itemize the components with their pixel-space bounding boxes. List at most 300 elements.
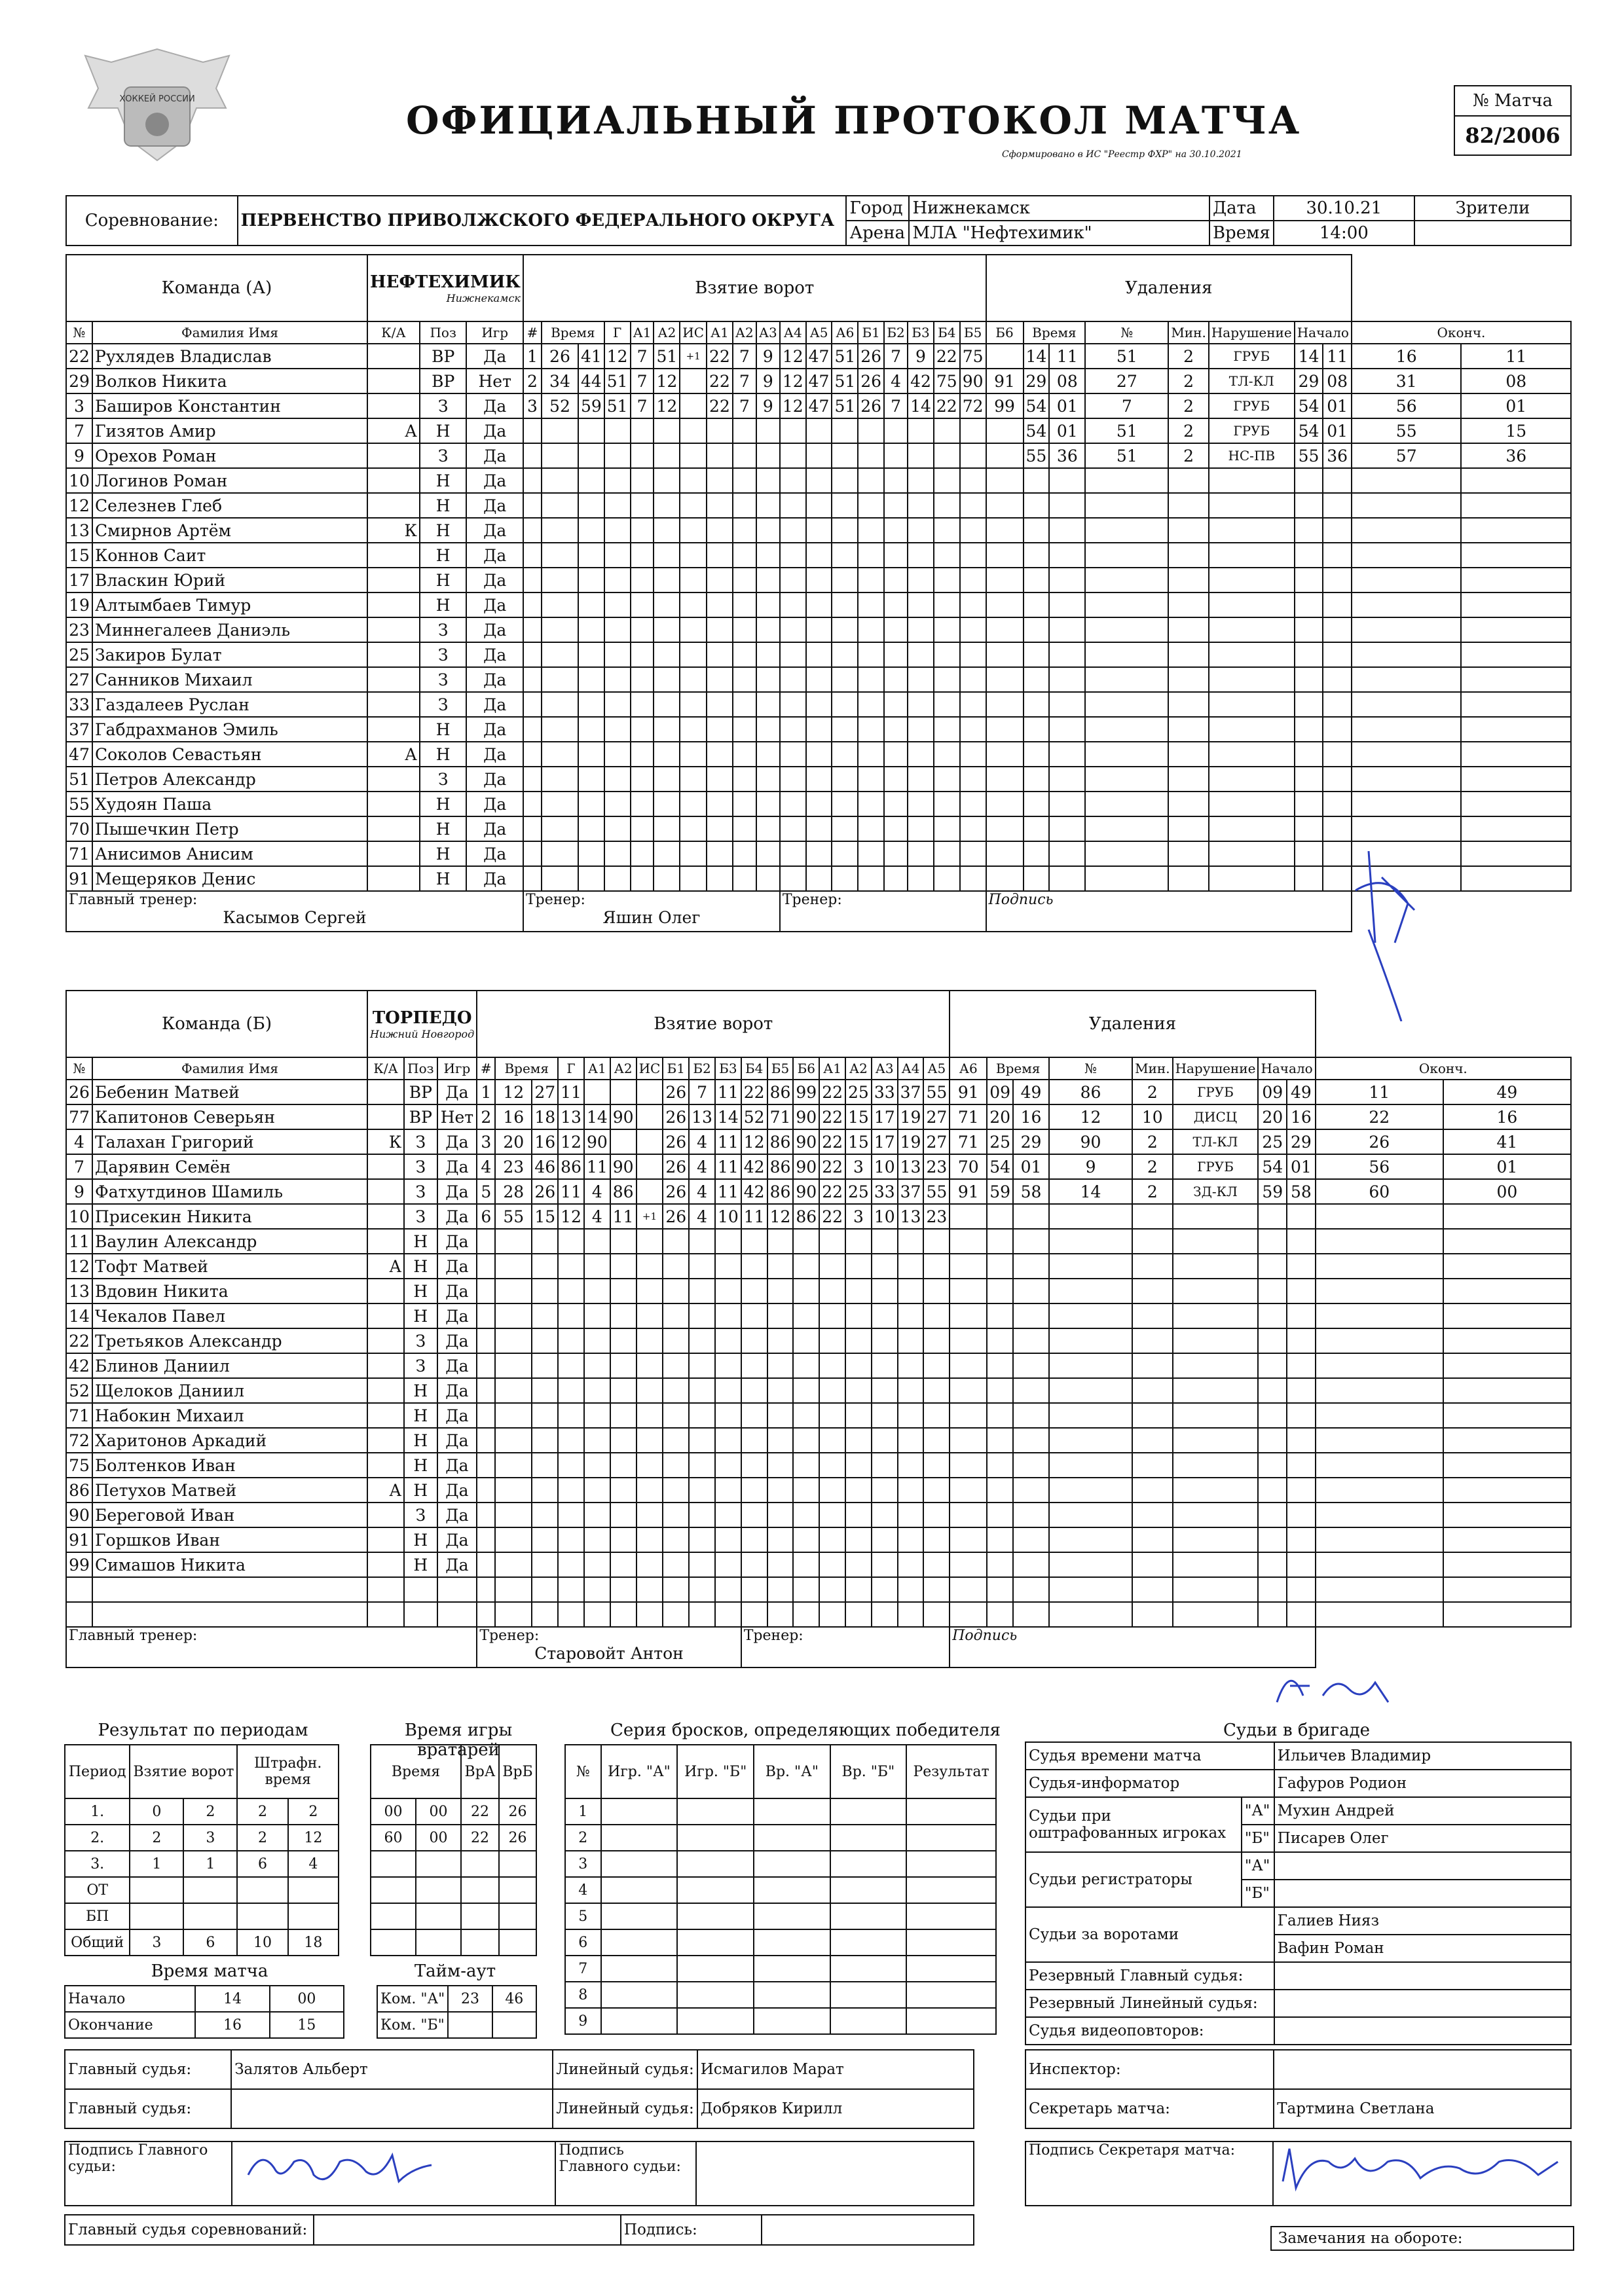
goal-cell: 26 xyxy=(663,1179,689,1204)
penalty-cell xyxy=(1209,816,1295,841)
goal-cell xyxy=(532,1503,558,1527)
player-row xyxy=(66,1602,1571,1627)
goal-cell xyxy=(741,1478,767,1503)
goalie-time-cell xyxy=(499,1851,536,1877)
goal-cell xyxy=(819,1378,845,1403)
goal-cell xyxy=(631,667,654,692)
goal-cell xyxy=(631,418,654,443)
goal-cell: 51 xyxy=(832,393,858,418)
penalty-cell: 60 xyxy=(1316,1179,1443,1204)
goal-cell xyxy=(908,468,934,493)
goalie-time-cell xyxy=(499,1929,536,1956)
goal-cell xyxy=(663,1328,689,1353)
player-row xyxy=(66,1353,1571,1378)
goal-cell xyxy=(793,1279,819,1303)
col-pen-player: № xyxy=(1049,1057,1132,1080)
goal-cell xyxy=(733,816,756,841)
penalty-cell: 49 xyxy=(1013,1080,1049,1104)
goal-cell xyxy=(631,642,654,667)
player-ka xyxy=(367,1104,404,1129)
shootout-col-header: Игр. "А" xyxy=(601,1745,678,1798)
goal-cell xyxy=(542,742,578,767)
penalty-cell xyxy=(1168,518,1209,543)
linesman-2: Добряков Кирилл xyxy=(697,2089,974,2128)
goal-cell: 16 xyxy=(532,1129,558,1154)
goal-cell xyxy=(858,642,884,667)
goal-cell xyxy=(872,1254,898,1279)
goal-cell xyxy=(631,841,654,866)
player-number: 4 xyxy=(66,1129,92,1154)
col-onice: Б5 xyxy=(960,321,986,344)
reserve-line-label: Резервный Линейный судья: xyxy=(1025,1990,1274,2017)
player-pos: З xyxy=(420,617,467,642)
goal-cell xyxy=(715,1602,741,1627)
penalty-cell xyxy=(1132,1378,1173,1403)
penalty-cell xyxy=(1049,1577,1132,1602)
goal-cell xyxy=(707,841,733,866)
goal-cell xyxy=(663,1353,689,1378)
goal-cell xyxy=(558,1577,584,1602)
goal-cell: 90 xyxy=(793,1129,819,1154)
goal-cell xyxy=(542,418,578,443)
penalty-cell xyxy=(1132,1403,1173,1428)
registrar-b-tag: "Б" xyxy=(1242,1880,1274,1907)
player-name: Тофт Матвей xyxy=(92,1254,367,1279)
goal-cell xyxy=(908,667,934,692)
goal-cell xyxy=(741,1229,767,1254)
shootout-caption: Серия бросков, определяющих победителя xyxy=(610,1721,1001,1740)
goal-cell xyxy=(741,1378,767,1403)
goal-cell xyxy=(477,1328,495,1353)
goal-cell xyxy=(884,767,908,792)
goal-judge-1: Галиев Нияз xyxy=(1274,1907,1571,1935)
player-play: Да xyxy=(437,1154,477,1179)
player-number: 72 xyxy=(66,1428,92,1453)
goal-cell xyxy=(908,792,934,816)
goal-cell xyxy=(819,1453,845,1478)
player-row xyxy=(66,443,1571,468)
goal-cell xyxy=(733,468,756,493)
goal-cell xyxy=(610,1478,637,1503)
goal-cell xyxy=(908,518,934,543)
player-pos: ВР xyxy=(420,344,467,369)
player-ka xyxy=(367,1328,404,1353)
player-number: 70 xyxy=(66,816,92,841)
penalty-cell xyxy=(1085,816,1168,841)
goal-cell: 11 xyxy=(610,1204,637,1229)
goal-cell xyxy=(532,1478,558,1503)
shootout-cell xyxy=(754,1851,830,1877)
player-name: Волков Никита xyxy=(92,369,367,393)
goal-cell: 90 xyxy=(793,1179,819,1204)
shootout-cell xyxy=(754,1982,830,2008)
shootout-cell xyxy=(906,1825,996,1851)
penalty-cell xyxy=(1168,568,1209,592)
player-number: 17 xyxy=(66,568,92,592)
penalty-cell xyxy=(1209,692,1295,717)
period-row xyxy=(65,1851,339,1877)
penalty-cell xyxy=(1173,1303,1259,1328)
player-name: Щелоков Даниил xyxy=(92,1378,367,1403)
period-row xyxy=(65,1877,339,1903)
goal-cell: 91 xyxy=(950,1080,987,1104)
penalty-cell: 58 xyxy=(1287,1179,1316,1204)
goal-cell xyxy=(986,592,1024,617)
goal-cell xyxy=(923,1229,950,1254)
goal-cell xyxy=(908,642,934,667)
goal-cell xyxy=(637,1527,663,1552)
goal-cell xyxy=(884,568,908,592)
goal-cell xyxy=(495,1503,532,1527)
goal-cell xyxy=(610,1080,637,1104)
penalty-cell: 36 xyxy=(1049,443,1085,468)
penalty-cell: 14 xyxy=(1049,1179,1132,1204)
shootout-cell xyxy=(830,1825,907,1851)
goal-cell xyxy=(477,1453,495,1478)
shootout-cell xyxy=(754,1877,830,1903)
penalty-cell: 58 xyxy=(1013,1179,1049,1204)
goal-cell: 23 xyxy=(923,1204,950,1229)
penalty-cell xyxy=(987,1577,1013,1602)
penalty-cell xyxy=(1209,767,1295,792)
penalty-cell xyxy=(987,1552,1013,1577)
shootout-row xyxy=(565,1877,996,1903)
goal-cell xyxy=(584,1527,610,1552)
penalty-cell xyxy=(1287,1503,1316,1527)
goalie-time-cell xyxy=(499,1903,536,1929)
shootout-cell xyxy=(601,2008,678,2034)
goal-cell xyxy=(986,443,1024,468)
timeout-a-min: 23 xyxy=(448,1986,492,2012)
period-col-header: Период xyxy=(65,1745,130,1798)
col-pen-time: Время xyxy=(987,1057,1049,1080)
goal-cell xyxy=(680,767,707,792)
goal-cell xyxy=(578,568,604,592)
penalty-cell xyxy=(1085,493,1168,518)
goal-cell xyxy=(950,1453,987,1478)
goalie-time-cell: 60 xyxy=(371,1825,416,1851)
player-name: Рухлядев Владислав xyxy=(92,344,367,369)
goal-cell: 86 xyxy=(767,1179,794,1204)
player-play: Да xyxy=(466,568,523,592)
goal-cell xyxy=(689,1428,715,1453)
goal-cell xyxy=(950,1378,987,1403)
goal-cell xyxy=(845,1577,872,1602)
goal-cell xyxy=(872,1503,898,1527)
penalty-cell: 01 xyxy=(1049,393,1085,418)
penalty-cell: 36 xyxy=(1461,443,1571,468)
coach-2-cell xyxy=(780,891,986,932)
penalty-cell xyxy=(1295,543,1323,568)
match-number: 82/2006 xyxy=(1454,116,1571,155)
player-play: Да xyxy=(437,1403,477,1428)
penalty-cell: 55 xyxy=(1352,418,1461,443)
penalty-cell xyxy=(1461,617,1571,642)
player-pos: Н xyxy=(420,866,467,891)
player-ka xyxy=(367,443,420,468)
player-ka xyxy=(367,792,420,816)
goal-cell xyxy=(680,667,707,692)
penalty-cell xyxy=(1443,1428,1571,1453)
goal-cell xyxy=(542,767,578,792)
goal-cell xyxy=(780,767,806,792)
player-ka xyxy=(367,1303,404,1328)
player-name: Закиров Булат xyxy=(92,642,367,667)
player-pos: З xyxy=(404,1503,437,1527)
penalty-cell xyxy=(1024,717,1050,742)
goal-cell xyxy=(756,592,780,617)
penalty-cell: 29 xyxy=(1024,369,1050,393)
penalty-cell: 15 xyxy=(1461,418,1571,443)
player-pos: ВР xyxy=(404,1104,437,1129)
goal-cell xyxy=(523,592,542,617)
player-pos: Н xyxy=(420,742,467,767)
col-assist-2: А2 xyxy=(654,321,680,344)
player-row xyxy=(66,717,1571,742)
penalty-cell xyxy=(1013,1353,1049,1378)
shootout-number: 8 xyxy=(565,1982,601,2008)
chief-referee-label: Главный судья соревнований: xyxy=(65,2215,314,2245)
goal-cell xyxy=(707,543,733,568)
goal-cell: 28 xyxy=(495,1179,532,1204)
period-cell: 2 xyxy=(237,1825,287,1851)
goal-cell: 86 xyxy=(558,1154,584,1179)
player-row xyxy=(66,543,1571,568)
shootout-cell xyxy=(754,1956,830,1982)
goal-cell xyxy=(707,418,733,443)
penalty-cell xyxy=(987,1229,1013,1254)
penalty-cell xyxy=(1443,1478,1571,1503)
goal-cell xyxy=(631,767,654,792)
player-number: 15 xyxy=(66,543,92,568)
penalty-cell: 16 xyxy=(1287,1104,1316,1129)
goal-cell xyxy=(950,1279,987,1303)
goal-cell xyxy=(756,816,780,841)
coach-row xyxy=(66,1627,1571,1667)
goalie-time-table xyxy=(370,1744,537,1956)
penalty-cell xyxy=(1461,717,1571,742)
goal-cell xyxy=(523,667,542,692)
goal-cell xyxy=(477,1552,495,1577)
player-pos: Н xyxy=(420,518,467,543)
goal-cell xyxy=(680,642,707,667)
goal-cell xyxy=(819,1552,845,1577)
goal-cell xyxy=(806,816,832,841)
player-row xyxy=(66,1577,1571,1602)
goal-cell xyxy=(832,742,858,767)
player-name: Чекалов Павел xyxy=(92,1303,367,1328)
penalty-cell xyxy=(1132,1353,1173,1378)
penalty-cell xyxy=(1258,1229,1287,1254)
match-time-caption: Время матча xyxy=(151,1961,268,1981)
player-number xyxy=(66,1577,92,1602)
penalty-cell xyxy=(1049,1328,1132,1353)
goal-cell xyxy=(793,1378,819,1403)
penalty-cell: 51 xyxy=(1085,418,1168,443)
penbox-b-name: Писарев Олег xyxy=(1274,1825,1571,1852)
goal-cell: 22 xyxy=(741,1080,767,1104)
penalty-cell: ДИСЦ xyxy=(1173,1104,1259,1129)
penalty-cell xyxy=(1132,1453,1173,1478)
goal-cell xyxy=(934,443,960,468)
goal-cell xyxy=(707,443,733,468)
goal-cell xyxy=(756,493,780,518)
main-referee-label-2: Главный судья: xyxy=(65,2089,231,2128)
player-row xyxy=(66,369,1571,393)
periods-caption: Результат по периодам xyxy=(98,1721,308,1740)
penbox-b-tag: "Б" xyxy=(1242,1825,1274,1852)
player-number: 26 xyxy=(66,1080,92,1104)
penalty-cell: 2 xyxy=(1168,393,1209,418)
player-name: Худоян Паша xyxy=(92,792,367,816)
goal-cell xyxy=(793,1428,819,1453)
penalty-cell xyxy=(1295,816,1323,841)
goal-cell xyxy=(637,1328,663,1353)
team-columns-row xyxy=(66,321,1571,344)
penalty-cell: ЗД-КЛ xyxy=(1173,1179,1259,1204)
goal-cell: 6 xyxy=(477,1204,495,1229)
goal-cell: 22 xyxy=(707,344,733,369)
team-name: ТОРПЕДО xyxy=(372,1008,472,1028)
goal-cell xyxy=(477,1527,495,1552)
penalty-cell xyxy=(1316,1503,1443,1527)
goal-cell xyxy=(884,667,908,692)
goal-cell xyxy=(631,543,654,568)
goal-cell xyxy=(654,767,680,792)
goal-cell xyxy=(523,717,542,742)
penalty-cell xyxy=(1049,1279,1132,1303)
period-cell: 6 xyxy=(237,1851,287,1877)
goal-cell xyxy=(715,1428,741,1453)
period-cell: 18 xyxy=(288,1929,339,1956)
penalty-cell xyxy=(1316,1478,1443,1503)
player-pos: Н xyxy=(404,1527,437,1552)
goalie-time-cell: 26 xyxy=(499,1798,536,1825)
goal-cell xyxy=(610,1129,637,1154)
goal-cell xyxy=(819,1254,845,1279)
goal-cell xyxy=(578,792,604,816)
goal-cell xyxy=(733,642,756,667)
penalty-cell: 2 xyxy=(1132,1154,1173,1179)
penalty-cell xyxy=(1316,1577,1443,1602)
period-cell xyxy=(288,1877,339,1903)
goal-cell xyxy=(845,1254,872,1279)
goal-cell xyxy=(832,816,858,841)
goal-cell xyxy=(523,543,542,568)
penalty-cell: 54 xyxy=(1024,393,1050,418)
city-label: Город xyxy=(846,196,909,221)
penalty-cell xyxy=(1352,518,1461,543)
goal-cell xyxy=(663,1303,689,1328)
goal-cell xyxy=(584,1577,610,1602)
goal-cell xyxy=(832,642,858,667)
goal-cell xyxy=(707,816,733,841)
goal-cell xyxy=(806,742,832,767)
penalty-cell xyxy=(1461,468,1571,493)
player-pos: З xyxy=(404,1129,437,1154)
goal-cell xyxy=(637,1602,663,1627)
goal-cell: 55 xyxy=(923,1179,950,1204)
player-name: Селезнев Глеб xyxy=(92,493,367,518)
goal-cell xyxy=(584,1328,610,1353)
penalty-cell xyxy=(1295,767,1323,792)
penalty-cell xyxy=(1443,1353,1571,1378)
player-pos: Н xyxy=(420,792,467,816)
col-onice: Б5 xyxy=(767,1057,794,1080)
goal-cell xyxy=(960,443,986,468)
penalty-cell xyxy=(1049,518,1085,543)
goal-cell: 25 xyxy=(845,1179,872,1204)
penalty-cell: 01 xyxy=(1443,1154,1571,1179)
goal-cell xyxy=(707,642,733,667)
col-pen-start: Начало xyxy=(1295,321,1352,344)
goal-cell xyxy=(477,1378,495,1403)
penalty-cell: 56 xyxy=(1352,393,1461,418)
team-a-signature xyxy=(1329,851,1447,1024)
penalty-cell xyxy=(1287,1552,1316,1577)
player-ka xyxy=(367,1403,404,1428)
player-pos: З xyxy=(404,1204,437,1229)
period-cell: 10 xyxy=(237,1929,287,1956)
goalie-b-col-header: ВрБ xyxy=(499,1745,536,1798)
goal-cell xyxy=(767,1303,794,1328)
penalty-cell xyxy=(987,1328,1013,1353)
penalty-cell xyxy=(1323,518,1352,543)
goal-cell: 72 xyxy=(960,393,986,418)
player-name: Миннегалеев Даниэль xyxy=(92,617,367,642)
competition-row xyxy=(65,195,1572,246)
shootout-cell xyxy=(677,1956,754,1982)
penalty-cell xyxy=(1049,1378,1132,1403)
goal-cell xyxy=(908,692,934,717)
goal-cell: 7 xyxy=(884,344,908,369)
timeout-b-min xyxy=(448,2012,492,2038)
goal-cell: 13 xyxy=(689,1104,715,1129)
team-name-cell xyxy=(367,255,523,321)
penalty-cell xyxy=(1013,1428,1049,1453)
goal-cell xyxy=(654,543,680,568)
col-onice: Б3 xyxy=(715,1057,741,1080)
team-b-section xyxy=(65,990,1572,1668)
player-number: 71 xyxy=(66,1403,92,1428)
penalty-cell: 31 xyxy=(1352,369,1461,393)
player-row xyxy=(66,1104,1571,1129)
goal-cell xyxy=(898,1403,924,1428)
goal-cell xyxy=(523,767,542,792)
goal-cell xyxy=(806,518,832,543)
penbox-a-name: Мухин Андрей xyxy=(1274,1797,1571,1825)
goal-cell: 22 xyxy=(819,1154,845,1179)
shootout-cell xyxy=(677,1982,754,2008)
goal-cell xyxy=(806,866,832,891)
goal-cell: 12 xyxy=(558,1129,584,1154)
goal-cell xyxy=(523,443,542,468)
goal-cell xyxy=(604,443,631,468)
goal-cell xyxy=(872,1303,898,1328)
goal-cell xyxy=(934,617,960,642)
goal-cell xyxy=(845,1552,872,1577)
goal-cell xyxy=(542,493,578,518)
penalty-cell xyxy=(1049,1254,1132,1279)
penalty-cell xyxy=(1209,568,1295,592)
player-ka xyxy=(367,1378,404,1403)
player-row xyxy=(66,1403,1571,1428)
video-judge-name xyxy=(1274,2017,1571,2045)
player-ka xyxy=(367,592,420,617)
team-a-section xyxy=(65,254,1572,932)
shootout-cell xyxy=(601,1929,678,1956)
date-value: 30.10.21 xyxy=(1274,196,1414,221)
